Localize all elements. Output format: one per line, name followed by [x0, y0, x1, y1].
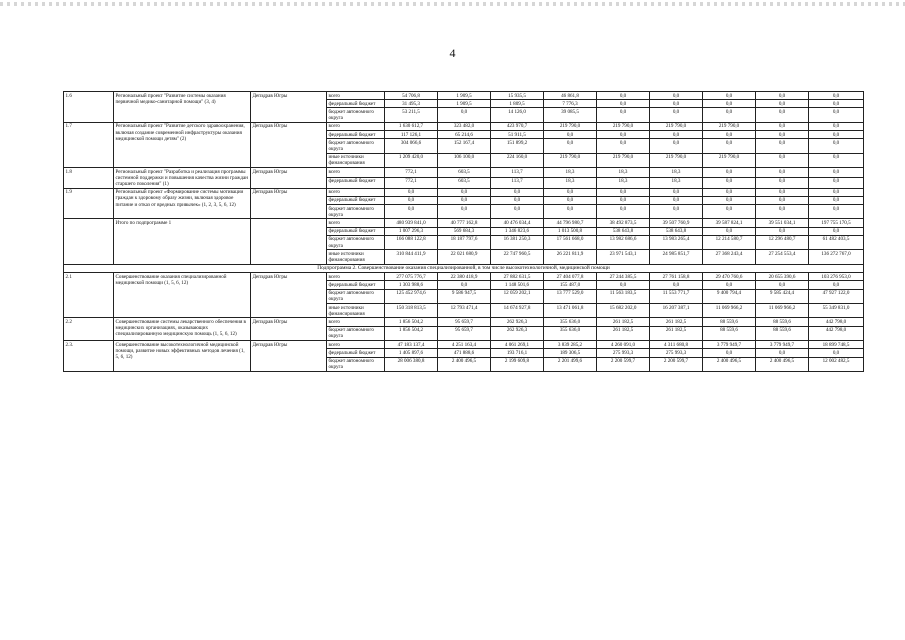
amount-cell: 95 659,7 [438, 318, 491, 326]
amount-cell: 0,0 [809, 349, 864, 357]
amount-cell: 106 100,0 [438, 153, 491, 167]
amount-cell: 0,0 [544, 205, 597, 219]
funding-source: иные источники финансирования [327, 153, 385, 167]
amount-cell: 197 755 170,5 [809, 219, 864, 227]
amount-cell: 0,0 [650, 131, 703, 139]
amount-cell: 0,0 [809, 122, 864, 130]
amount-cell: 18,3 [597, 177, 650, 188]
funding-source: всего [327, 219, 385, 227]
amount-cell: 219 790,0 [703, 122, 756, 130]
amount-cell: 0,0 [703, 349, 756, 357]
row-number: 1.9 [64, 188, 114, 219]
amount-cell: 13 777 529,0 [544, 289, 597, 303]
amount-cell: 0,0 [703, 177, 756, 188]
amount-cell: 18,3 [597, 168, 650, 178]
amount-cell: 0,0 [756, 196, 809, 204]
amount-cell: 471 888,6 [438, 349, 491, 357]
executor [251, 219, 327, 264]
amount-cell: 0,0 [809, 108, 864, 122]
amount-cell: 193 716,1 [491, 349, 544, 357]
amount-cell: 0,0 [597, 131, 650, 139]
amount-cell: 0,0 [491, 205, 544, 219]
amount-cell: 603,5 [438, 177, 491, 188]
amount-cell: 18,3 [650, 177, 703, 188]
amount-cell: 0,0 [597, 188, 650, 196]
amount-cell: 0,0 [809, 153, 864, 167]
amount-cell: 150 318 813,5 [385, 304, 438, 318]
amount-cell: 95 659,7 [438, 326, 491, 340]
amount-cell: 39 587 824,1 [703, 219, 756, 227]
amount-cell: 0,0 [544, 139, 597, 153]
amount-cell: 355 636,0 [544, 326, 597, 340]
amount-cell: 2 200 599,7 [650, 357, 703, 371]
funding-source: бюджет автономного округа [327, 357, 385, 371]
executor: Депздрав Югры [251, 122, 327, 167]
amount-cell: 219 790,0 [597, 122, 650, 130]
amount-cell: 12 214 580,7 [703, 235, 756, 249]
amount-cell: 11 069 966,2 [756, 304, 809, 318]
amount-cell: 65 214,6 [438, 131, 491, 139]
amount-cell: 219 790,0 [650, 122, 703, 130]
amount-cell: 88 559,6 [703, 318, 756, 326]
amount-cell: 0,0 [756, 100, 809, 108]
amount-cell: 0,0 [438, 196, 491, 204]
amount-cell: 61 482 403,5 [809, 235, 864, 249]
amount-cell: 1 303 988,6 [385, 281, 438, 289]
amount-cell: 40 476 034,4 [491, 219, 544, 227]
amount-cell: 538 643,8 [650, 227, 703, 235]
amount-cell: 31 495,3 [385, 100, 438, 108]
amount-cell: 355 636,0 [544, 318, 597, 326]
executor: Депздрав Югры [251, 318, 327, 341]
amount-cell: 151 899,2 [491, 139, 544, 153]
amount-cell: 44 796 980,7 [544, 219, 597, 227]
amount-cell: 0,0 [809, 205, 864, 219]
measure-name: Региональный проект "Развитие системы оказания первичной медико-санитарной помощи" (3, 4) [114, 92, 251, 123]
amount-cell: 0,0 [809, 131, 864, 139]
subprogram-title: Подпрограмма 2. Совершенствование оказания специализированной, в том числе высокотехнологичной, медицинской помощи [64, 264, 864, 273]
amount-cell: 261 182,5 [650, 326, 703, 340]
amount-cell: 18,3 [544, 177, 597, 188]
funding-source: всего [327, 273, 385, 281]
measure-name: Совершенствование системы лекарственного обеспечения в медицинских организациях, оказывающих специализированную медицинскую помощь (1, 5, 6, 12) [114, 318, 251, 341]
amount-cell: 27 254 553,4 [756, 250, 809, 264]
amount-cell: 88 559,6 [756, 326, 809, 340]
amount-cell: 0,0 [650, 92, 703, 100]
amount-cell: 0,0 [756, 108, 809, 122]
amount-cell: 0,0 [650, 108, 703, 122]
funding-source: бюджет автономного округа [327, 326, 385, 340]
amount-cell: 15 935,5 [491, 92, 544, 100]
amount-cell: 1 013 500,8 [544, 227, 597, 235]
row-number [64, 219, 114, 264]
amount-cell: 4 061 269,1 [491, 341, 544, 349]
amount-cell: 4 260 091,0 [597, 341, 650, 349]
amount-cell: 20 655 390,6 [756, 273, 809, 281]
amount-cell: 2 400 496,5 [438, 357, 491, 371]
funding-source: федеральный бюджет [327, 227, 385, 235]
amount-cell: 262 926,3 [491, 318, 544, 326]
measure-name: Региональный проект "Развитие детского здравоохранения, включая создание современной инфраструктуры оказания медицинской помощи детям" (2) [114, 122, 251, 167]
amount-cell: 12 296 480,7 [756, 235, 809, 249]
amount-cell: 28 006 380,8 [385, 357, 438, 371]
amount-cell: 0,0 [703, 92, 756, 100]
amount-cell: 0,0 [650, 205, 703, 219]
amount-cell: 11 563 183,5 [597, 289, 650, 303]
funding-source: федеральный бюджет [327, 196, 385, 204]
amount-cell: 13 983 265,4 [650, 235, 703, 249]
amount-cell: 0,0 [650, 196, 703, 204]
amount-cell: 0,0 [756, 122, 809, 130]
amount-cell: 0,0 [703, 131, 756, 139]
amount-cell: 0,0 [597, 92, 650, 100]
amount-cell: 0,0 [491, 196, 544, 204]
amount-cell: 27 368 243,4 [703, 250, 756, 264]
amount-cell: 4 251 163,4 [438, 341, 491, 349]
amount-cell: 27 404 077,8 [544, 273, 597, 281]
amount-cell: 23 971 543,1 [597, 250, 650, 264]
amount-cell: 0,0 [597, 205, 650, 219]
amount-cell: 27 761 158,8 [650, 273, 703, 281]
amount-cell: 15 682 202,0 [597, 304, 650, 318]
table-row [64, 318, 864, 326]
amount-cell: 0,0 [756, 131, 809, 139]
executor: Депздрав Югры [251, 188, 327, 219]
amount-cell: 152 167,4 [438, 139, 491, 153]
amount-cell: 0,0 [650, 281, 703, 289]
amount-cell: 3 839 285,2 [544, 341, 597, 349]
amount-cell: 569 684,3 [438, 227, 491, 235]
amount-cell: 0,0 [703, 227, 756, 235]
amount-cell: 40 777 162,8 [438, 219, 491, 227]
measure-name: Итого по подпрограмме 1 [114, 219, 251, 264]
table-row [64, 188, 864, 196]
amount-cell: 16 381 250,3 [491, 235, 544, 249]
amount-cell: 0,0 [650, 139, 703, 153]
amount-cell: 0,0 [809, 196, 864, 204]
amount-cell: 26 221 811,9 [544, 250, 597, 264]
funding-source: иные источники финансирования [327, 304, 385, 318]
amount-cell: 0,0 [756, 188, 809, 196]
amount-cell: 24 985 851,7 [650, 250, 703, 264]
amount-cell: 442 798,0 [809, 318, 864, 326]
amount-cell: 166 088 122,8 [385, 235, 438, 249]
amount-cell: 0,0 [756, 349, 809, 357]
amount-cell: 47 927 122,0 [809, 289, 864, 303]
amount-cell: 0,0 [809, 100, 864, 108]
amount-cell: 0,0 [703, 108, 756, 122]
amount-cell: 0,0 [756, 92, 809, 100]
table-row [64, 273, 864, 281]
measure-name: Региональный проект "Разработка и реализация программы системной поддержки и повышения качества жизни граждан старшего поколения" (1) [114, 168, 251, 189]
amount-cell: 155 487,0 [544, 281, 597, 289]
amount-cell: 1 630 612,7 [385, 122, 438, 130]
funding-source: федеральный бюджет [327, 281, 385, 289]
amount-cell: 0,0 [809, 177, 864, 188]
amount-cell: 113,7 [491, 168, 544, 178]
amount-cell: 0,0 [756, 281, 809, 289]
funding-source: бюджет автономного округа [327, 108, 385, 122]
amount-cell: 12 002 482,5 [809, 357, 864, 371]
funding-source: всего [327, 318, 385, 326]
budget-table [63, 91, 864, 372]
funding-source: бюджет автономного округа [327, 289, 385, 303]
amount-cell: 9 586 947,5 [438, 289, 491, 303]
amount-cell: 219 790,0 [703, 153, 756, 167]
executor: Депздрав Югры [251, 92, 327, 123]
funding-source: всего [327, 188, 385, 196]
table-row [64, 341, 864, 349]
amount-cell: 1 856 504,2 [385, 326, 438, 340]
row-number: 2.2 [64, 318, 114, 341]
row-number: 2.1 [64, 273, 114, 318]
funding-source: всего [327, 122, 385, 130]
amount-cell: 39 507 760,9 [650, 219, 703, 227]
executor: Депздрав Югры [251, 273, 327, 318]
amount-cell: 219 790,0 [650, 153, 703, 167]
amount-cell: 262 926,3 [491, 326, 544, 340]
amount-cell: 0,0 [385, 188, 438, 196]
amount-cell: 14 126,0 [491, 108, 544, 122]
amount-cell: 0,0 [809, 188, 864, 196]
amount-cell: 0,0 [756, 205, 809, 219]
amount-cell: 310 844 411,9 [385, 250, 438, 264]
funding-source: бюджет автономного округа [327, 235, 385, 249]
amount-cell: 0,0 [809, 227, 864, 235]
table-row [64, 168, 864, 178]
amount-cell: 261 182,5 [597, 318, 650, 326]
amount-cell: 261 182,5 [650, 318, 703, 326]
amount-cell: 0,0 [438, 108, 491, 122]
row-number: 1.6 [64, 92, 114, 123]
amount-cell: 0,0 [438, 205, 491, 219]
amount-cell: 0,0 [438, 188, 491, 196]
table-row [64, 92, 864, 100]
amount-cell: 304 066,6 [385, 139, 438, 153]
amount-cell: 603,5 [438, 168, 491, 178]
amount-cell: 423 970,7 [491, 122, 544, 130]
amount-cell: 53 211,5 [385, 108, 438, 122]
amount-cell: 1 346 823,6 [491, 227, 544, 235]
amount-cell: 442 798,0 [809, 326, 864, 340]
amount-cell: 47 183 137,4 [385, 341, 438, 349]
amount-cell: 0,0 [756, 168, 809, 178]
amount-cell: 1 909,5 [438, 100, 491, 108]
subprogram-header-row [64, 264, 864, 273]
amount-cell: 113,7 [491, 177, 544, 188]
amount-cell: 0,0 [703, 205, 756, 219]
amount-cell: 0,0 [703, 196, 756, 204]
scan-artifact-line [0, 2, 905, 6]
amount-cell: 1 209 420,0 [385, 153, 438, 167]
amount-cell: 9 400 794,4 [703, 289, 756, 303]
amount-cell: 0,0 [597, 281, 650, 289]
amount-cell: 39 085,5 [544, 108, 597, 122]
funding-source: федеральный бюджет [327, 177, 385, 188]
amount-cell: 18 187 797,6 [438, 235, 491, 249]
amount-cell: 27 244 385,5 [597, 273, 650, 281]
funding-source: всего [327, 92, 385, 100]
amount-cell: 3 779 949,7 [756, 341, 809, 349]
amount-cell: 0,0 [809, 92, 864, 100]
amount-cell: 0,0 [438, 281, 491, 289]
amount-cell: 0,0 [597, 100, 650, 108]
amount-cell: 538 643,8 [597, 227, 650, 235]
funding-source: бюджет автономного округа [327, 205, 385, 219]
funding-source: федеральный бюджет [327, 349, 385, 357]
amount-cell: 88 559,6 [703, 326, 756, 340]
amount-cell: 13 982 686,6 [597, 235, 650, 249]
amount-cell: 1 007 296,3 [385, 227, 438, 235]
amount-cell: 1 148 501,6 [491, 281, 544, 289]
measure-name: Совершенствование высокотехнологичной медицинской помощи, развитие новых эффективных методов лечения (1, 5, 6, 12) [114, 341, 251, 372]
amount-cell: 22 747 960,5 [491, 250, 544, 264]
amount-cell: 13 471 061,8 [544, 304, 597, 318]
amount-cell: 22 021 680,9 [438, 250, 491, 264]
amount-cell: 17 561 668,0 [544, 235, 597, 249]
amount-cell: 0,0 [703, 281, 756, 289]
amount-cell: 0,0 [597, 139, 650, 153]
amount-cell: 1 809,5 [491, 100, 544, 108]
amount-cell: 275 993,3 [597, 349, 650, 357]
amount-cell: 1 856 504,2 [385, 318, 438, 326]
amount-cell: 1 405 897,6 [385, 349, 438, 357]
amount-cell: 0,0 [756, 139, 809, 153]
amount-cell: 9 585 424,4 [756, 289, 809, 303]
amount-cell: 0,0 [385, 205, 438, 219]
amount-cell: 0,0 [597, 108, 650, 122]
amount-cell: 189 306,5 [544, 349, 597, 357]
amount-cell: 2 200 599,7 [597, 357, 650, 371]
amount-cell: 0,0 [544, 196, 597, 204]
amount-cell: 29 470 760,6 [703, 273, 756, 281]
amount-cell: 0,0 [756, 227, 809, 235]
amount-cell: 224 160,0 [491, 153, 544, 167]
amount-cell: 0,0 [756, 153, 809, 167]
amount-cell: 0,0 [703, 139, 756, 153]
amount-cell: 0,0 [650, 100, 703, 108]
amount-cell: 277 075 776,7 [385, 273, 438, 281]
table-body [64, 92, 864, 372]
amount-cell: 11 069 966,2 [703, 304, 756, 318]
amount-cell: 219 790,0 [544, 122, 597, 130]
amount-cell: 125 452 974,6 [385, 289, 438, 303]
amount-cell: 12 059 202,1 [491, 289, 544, 303]
amount-cell: 0,0 [597, 196, 650, 204]
amount-cell: 0,0 [703, 100, 756, 108]
amount-cell: 0,0 [703, 188, 756, 196]
amount-cell: 2 400 496,5 [756, 357, 809, 371]
amount-cell: 55 349 831,0 [809, 304, 864, 318]
amount-cell: 0,0 [809, 139, 864, 153]
amount-cell: 38 492 873,5 [597, 219, 650, 227]
amount-cell: 323 482,0 [438, 122, 491, 130]
amount-cell: 261 182,5 [597, 326, 650, 340]
amount-cell: 480 939 841,0 [385, 219, 438, 227]
amount-cell: 136 272 767,0 [809, 250, 864, 264]
amount-cell: 7 776,3 [544, 100, 597, 108]
amount-cell: 0,0 [544, 131, 597, 139]
amount-cell: 117 126,1 [385, 131, 438, 139]
row-number: 1.7 [64, 122, 114, 167]
amount-cell: 18,3 [650, 168, 703, 178]
amount-cell: 219 790,0 [544, 153, 597, 167]
amount-cell: 772,1 [385, 177, 438, 188]
executor: Депздрав Югры [251, 341, 327, 372]
amount-cell: 0,0 [650, 188, 703, 196]
amount-cell: 0,0 [385, 196, 438, 204]
amount-cell: 88 559,6 [756, 318, 809, 326]
table-row [64, 219, 864, 227]
row-number: 1.8 [64, 168, 114, 189]
amount-cell: 1 909,5 [438, 92, 491, 100]
amount-cell: 275 993,3 [650, 349, 703, 357]
amount-cell: 2 400 496,5 [703, 357, 756, 371]
amount-cell: 12 793 471,4 [438, 304, 491, 318]
amount-cell: 219 790,0 [597, 153, 650, 167]
funding-source: федеральный бюджет [327, 131, 385, 139]
amount-cell: 2 201 499,6 [544, 357, 597, 371]
amount-cell: 18,3 [544, 168, 597, 178]
amount-cell: 22 380 418,9 [438, 273, 491, 281]
amount-cell: 51 911,5 [491, 131, 544, 139]
amount-cell: 16 207 387,1 [650, 304, 703, 318]
amount-cell: 0,0 [756, 177, 809, 188]
amount-cell: 18 899 748,5 [809, 341, 864, 349]
amount-cell: 27 882 631,5 [491, 273, 544, 281]
amount-cell: 11 553 771,7 [650, 289, 703, 303]
measure-name: Совершенствование оказания специализированной медицинской помощи (1, 5, 6, 12) [114, 273, 251, 318]
amount-cell: 14 674 927,8 [491, 304, 544, 318]
funding-source: иные источники финансирования [327, 250, 385, 264]
executor: Депздрав Югры [251, 168, 327, 189]
amount-cell: 46 861,8 [544, 92, 597, 100]
amount-cell: 0,0 [544, 188, 597, 196]
funding-source: федеральный бюджет [327, 100, 385, 108]
measure-name: Региональный проект «Формирование системы мотивации граждан к здоровому образу жизни, включая здоровое питание и отказ от вредных привычек» (1, 2, 3, 5, 6, 12) [114, 188, 251, 219]
amount-cell: 0,0 [809, 168, 864, 178]
row-number: 2.3. [64, 341, 114, 372]
amount-cell: 772,1 [385, 168, 438, 178]
funding-source: бюджет автономного округа [327, 139, 385, 153]
amount-cell: 4 311 680,8 [650, 341, 703, 349]
page-number: 4 [449, 46, 456, 60]
amount-cell: 0,0 [809, 281, 864, 289]
amount-cell: 2 199 609,8 [491, 357, 544, 371]
amount-cell: 0,0 [703, 168, 756, 178]
amount-cell: 3 779 949,7 [703, 341, 756, 349]
funding-source: всего [327, 341, 385, 349]
amount-cell: 54 706,8 [385, 92, 438, 100]
amount-cell: 39 551 034,1 [756, 219, 809, 227]
amount-cell: 0,0 [491, 188, 544, 196]
amount-cell: 103 276 953,0 [809, 273, 864, 281]
table-row [64, 122, 864, 130]
funding-source: всего [327, 168, 385, 178]
